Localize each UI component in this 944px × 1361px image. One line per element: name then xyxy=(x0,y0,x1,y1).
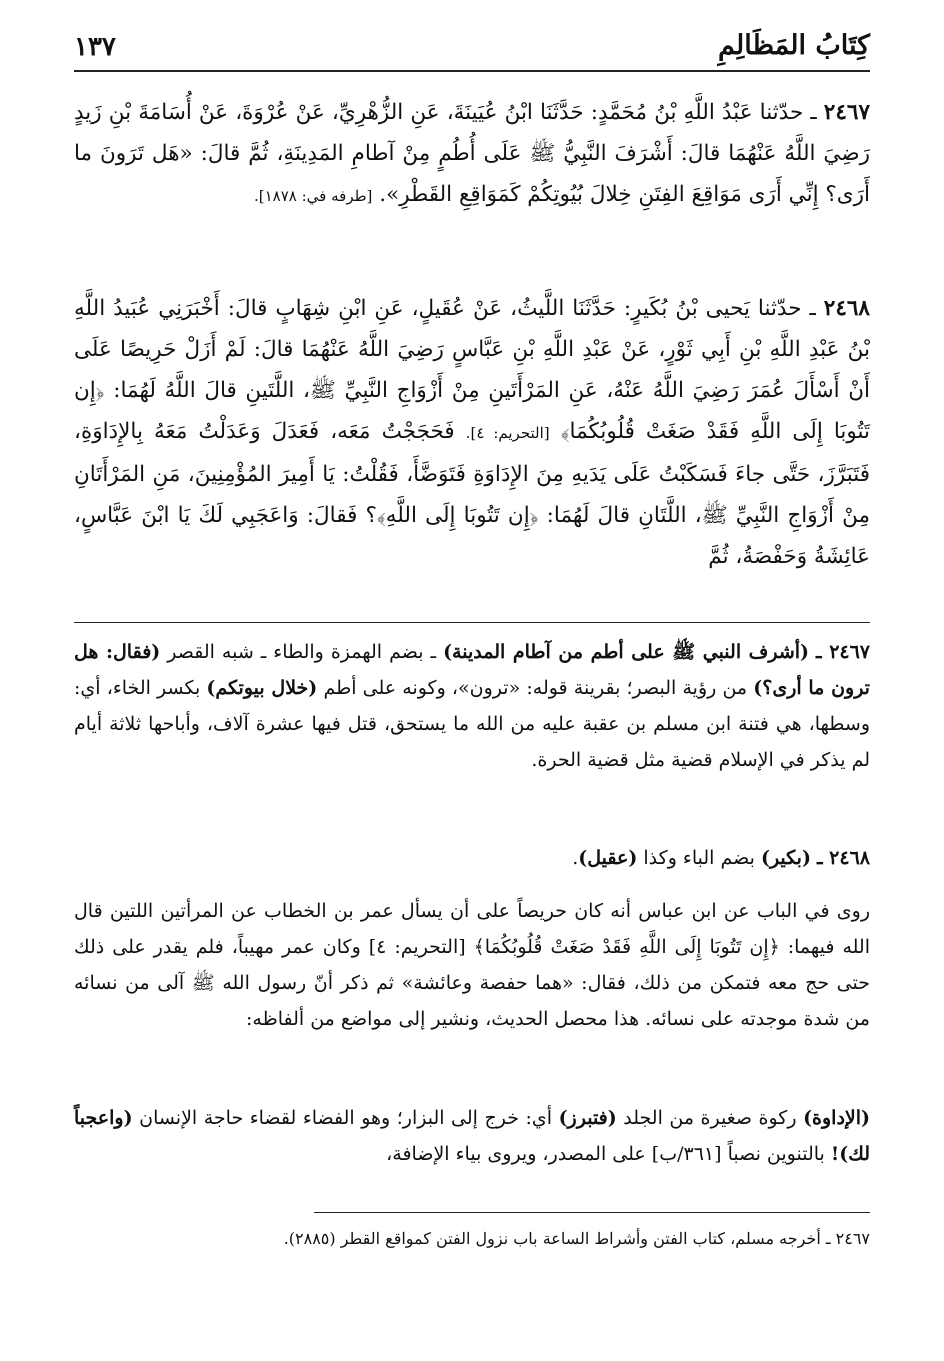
commentary-number: ٢٤٦٨ ـ xyxy=(816,847,870,869)
hadith-dash: ـ xyxy=(801,296,816,321)
commentary-text: ركوة صغيرة من الجلد xyxy=(623,1107,797,1129)
commentary-words xyxy=(74,1100,870,1172)
commentary-text: بضم الباء وكذا xyxy=(643,847,755,869)
commentary-2468-head xyxy=(74,840,870,876)
section-divider xyxy=(74,622,870,623)
hadith-tarf: [طرفه في: ١٨٧٨]. xyxy=(254,187,373,205)
commentary-lemma: (خلال بيوتكم) xyxy=(206,677,318,699)
commentary-lemma: (فتبرز) xyxy=(558,1107,617,1129)
hadith-text: حدّثنا عَبْدُ اللَّهِ بْنُ مُحَمَّدٍ: حَدَّثَنَا ابْنُ عُيَينَةَ، عَنِ الزُّهْرِيِّ، عَنْ عُرْوَةَ، عَنْ أُسَامَةَ بْنِ زَيدٍ رَضِيَ اللَّهُ عَنْهُمَا قالَ: أَشْرَفَ النَّبِيُّ ﷺ عَلَى أُطُمٍ مِنْ آطامِ المَدِينَةِ، ثُمَّ قالَ: «هَل تَرَونَ ما أَرَى؟ إِنِّي أَرَى مَوَاقِعَ الفِتَنِ خِلالَ بُيُوتِكُمْ كَمَوَاقِعِ القَطْرِ». xyxy=(74,100,870,207)
commentary-text: روى في الباب عن ابن عباس أنه كان حريصاً على أن يسأل عمر بن الخطاب عن المرأتين اللتين قال الله فيهما: ﴿إِن تَتُوبَا إِلَى اللَّهِ فَقَدْ صَغَتْ قُلُوبُكُمَا﴾ [التحريم: ٤] وكان عمر مهيباً، فلم يقدر على ذلك حتى حج معه فتمكن من ذلك، فقال: «هما حفصة وعائشة» ثم ذكر أنّ رسول الله ﷺ آلى من نسائه من شدة موجدته على نسائه. هذا محصل الحديث، ونشير إلى مواضع من ألفاظه: xyxy=(74,900,870,1030)
hadith-dash: ـ xyxy=(803,100,817,125)
footnote-text: ٢٤٦٧ ـ أخرجه مسلم، كتاب الفتن وأشراط الساعة باب نزول الفتن كمواقع القطر (٢٨٨٥). xyxy=(283,1229,870,1248)
commentary-lemma: (فقال: هل ترون ما أرى؟) xyxy=(74,641,870,699)
commentary-2467 xyxy=(74,634,870,778)
hadith-number: ٢٤٦٨ xyxy=(823,296,870,321)
commentary-text: . xyxy=(572,847,579,869)
commentary-lemma: (أشرف النبي ﷺ على أطم من آطام المدينة) xyxy=(443,641,810,663)
footnote-divider xyxy=(314,1212,870,1213)
commentary-number: ٢٤٦٧ ـ xyxy=(816,641,871,663)
hadith-text: حدّثنا يَحيى بْنُ بُكَيرٍ: حَدَّثَنَا اللَّيثُ، عَنْ عُقَيلٍ، عَنِ ابْنِ شِهَابٍ قالَ: أَخْبَرَنِي عُبَيدُ اللَّهِ بْنُ عَبْدِ اللَّهِ بْنِ أَبِي ثَوْرٍ، عَنْ عَبْدِ اللَّهِ بْنِ عَبَّاسٍ رَضِيَ اللَّهُ عَنْهُمَا قالَ: لَمْ أَزَلْ حَرِيصًا عَلَى أَنْ أَسْأَلَ عُمَرَ رَضِيَ اللَّهُ عَنْهُ، عَنِ المَرْأَتَينِ مِنْ أَزْوَاجِ النَّبِيِّ ﷺ، اللَّتَينِ قالَ اللَّهُ لَهُمَا: ﴿إِن تَتُوبَا إِلَى اللَّهِ فَقَدْ صَغَتْ قُلُوبُكُمَا﴾ xyxy=(74,296,870,444)
commentary-summary xyxy=(74,893,870,1037)
hadith-number: ٢٤٦٧ xyxy=(823,100,870,125)
page-header xyxy=(74,28,870,72)
hadith-text-continued: فَحَجَجْتُ مَعَه، فَعَدَلَ وَعَدَلْتُ مَعَهُ بِالإِدَاوَةِ، فَتَبَرَّزَ، حَتَّى جاءَ فَسَكَبْتُ عَلَى يَدَيهِ مِنَ الإِدَاوَةِ فَتَوَضَّأَ، فَقُلْتُ: يَا أَمِيرَ المُؤْمِنِينَ، مَنِ المَرْأَتَانِ مِنْ أَزْوَاجِ النَّبِيِّ ﷺ، اللَّتَانِ قالَ لَهُمَا: ﴿إِن تَتُوبَا إِلَى اللَّهِ﴾؟ فَقالَ: وَاعَجَبِي لَكَ يَا ابْنَ عَبَّاسٍ، عَائِشَةُ وَحَفْصَةُ، ثُمَّ xyxy=(74,419,870,569)
commentary-text: بالتنوين نصباً [٣٦١/ب] على المصدر، ويروى بياء الإضافة، xyxy=(386,1143,825,1165)
commentary-lemma: (عقيل) xyxy=(578,847,638,869)
chapter-title: كِتَابُ المَظَالِمِ xyxy=(718,30,870,61)
commentary-text: من رؤية البصر؛ بقرينة قوله: «ترون»، وكونه على أطم xyxy=(323,677,748,699)
commentary-lemma: (بكير) xyxy=(760,847,811,869)
footnote xyxy=(74,1226,870,1252)
hadith-2468 xyxy=(74,288,870,577)
commentary-text: ـ بضم الهمزة والطاء ـ شبه القصر xyxy=(167,641,437,663)
commentary-text: أي: خرج إلى البزار؛ وهو الفضاء لقضاء حاجة الإنسان xyxy=(139,1107,553,1129)
commentary-lemma: (واعجباً لك)! xyxy=(74,1107,870,1165)
quran-citation: [التحريم: ٤]. xyxy=(465,424,550,442)
commentary-text: بكسر الخاء، أي: وسطها، هي فتنة ابن مسلم بن عقبة عليه من الله ما يستحق، قتل فيها عشرة آلاف، وأباحها ثلاثة أيام لم يذكر في الإسلام قضية مثل قضية الحرة. xyxy=(74,677,870,771)
page-number: ١٣٧ xyxy=(74,32,116,62)
hadith-2467 xyxy=(74,92,870,217)
commentary-lemma: (الإداوة) xyxy=(803,1107,871,1129)
